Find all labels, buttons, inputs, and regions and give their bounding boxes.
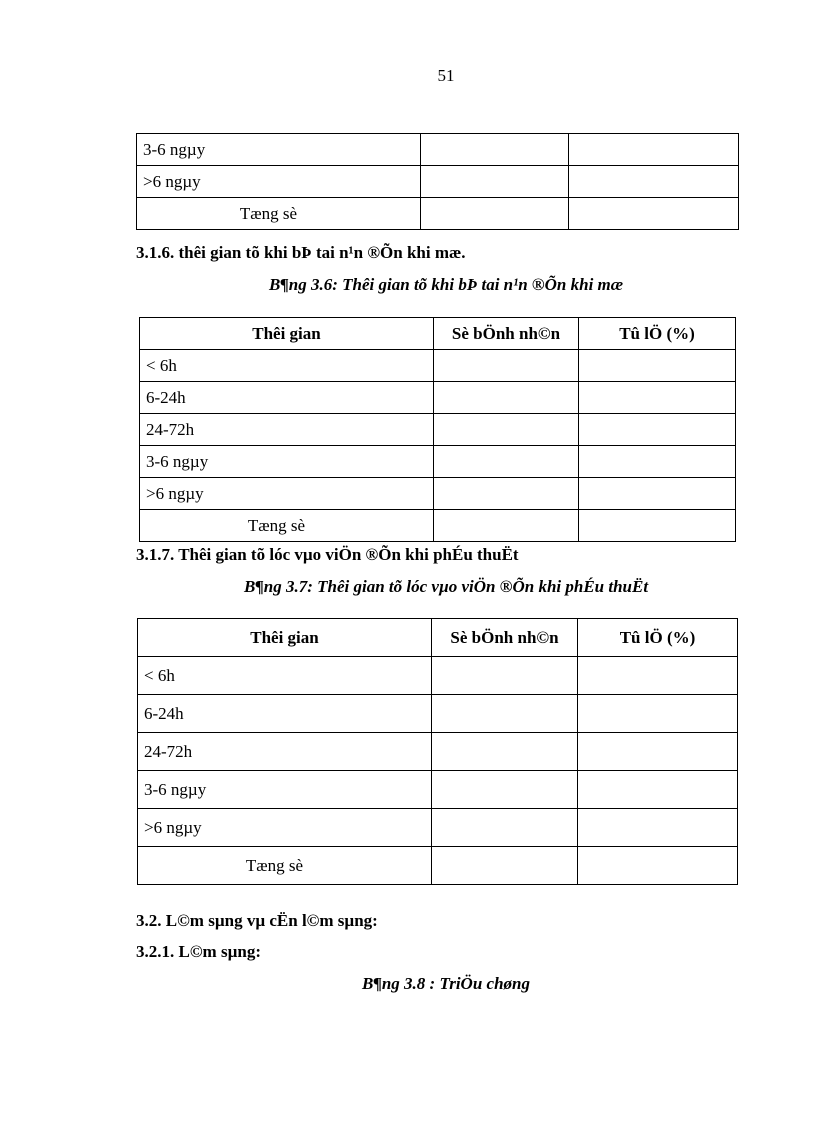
patients-cell: [434, 510, 579, 542]
section-3-1-7-heading: 3.1.7. Thêi gian tõ lóc vµo viÖn ®Õn khi phÉu thuËt: [136, 545, 519, 564]
row-label-cell: 3-6 ngµy: [140, 446, 434, 478]
patients-cell: [421, 134, 569, 166]
row-label-cell: >6 ngµy: [140, 478, 434, 510]
row-label-cell: >6 ngµy: [137, 166, 421, 198]
percent-cell: [579, 382, 736, 414]
percent-cell: [579, 414, 736, 446]
table-row: [137, 198, 739, 230]
patients-cell: [434, 446, 579, 478]
table-row: [140, 446, 736, 478]
row-label-cell: >6 ngµy: [138, 809, 432, 847]
percent-cell: [579, 510, 736, 542]
row-label-cell: Tæng sè: [137, 198, 421, 230]
section-3-2-1-heading: 3.2.1. L©m sµng:: [136, 942, 261, 961]
table-row: [140, 478, 736, 510]
table-row: [140, 350, 736, 382]
header-time: Thêi gian: [138, 619, 432, 657]
percent-cell: [578, 809, 738, 847]
row-label-cell: 3-6 ngµy: [138, 771, 432, 809]
table-3-6-caption: B¶ng 3.6: Thêi gian tõ khi bÞ tai n¹n ®Õn khi mæ: [268, 275, 624, 294]
percent-cell: [578, 771, 738, 809]
patients-cell: [421, 198, 569, 230]
row-label-cell: 6-24h: [138, 695, 432, 733]
patients-cell: [432, 695, 578, 733]
table-row: [138, 809, 738, 847]
percent-cell: [569, 134, 739, 166]
table-row: [137, 134, 739, 166]
row-label-cell: Tæng sè: [140, 510, 434, 542]
patients-cell: [421, 166, 569, 198]
section-3-1-6-heading: 3.1.6. thêi gian tõ khi bÞ tai n¹n ®Õn khi mæ.: [136, 243, 466, 262]
table-header-row: [140, 318, 736, 350]
percent-cell: [579, 478, 736, 510]
percent-cell: [578, 695, 738, 733]
section-3-2-heading: 3.2. L©m sµng vµ cËn l©m sµng:: [136, 911, 378, 930]
percent-cell: [578, 733, 738, 771]
table-3-7: [137, 618, 738, 885]
header-time: Thêi gian: [140, 318, 434, 350]
row-label-cell: 24-72h: [140, 414, 434, 446]
patients-cell: [434, 382, 579, 414]
percent-cell: [578, 657, 738, 695]
patients-cell: [434, 414, 579, 446]
table-3-8-caption: B¶ng 3.8 : TriÖu chøng: [362, 974, 530, 993]
table-row: [138, 733, 738, 771]
patients-cell: [432, 771, 578, 809]
patients-cell: [434, 478, 579, 510]
table-row: [140, 510, 736, 542]
table-row: [137, 166, 739, 198]
row-label-cell: < 6h: [140, 350, 434, 382]
percent-cell: [569, 166, 739, 198]
page-number: 51: [437, 66, 455, 85]
header-patients: Sè bÖnh nh©n: [434, 318, 579, 350]
row-label-cell: < 6h: [138, 657, 432, 695]
row-label-cell: Tæng sè: [138, 847, 432, 885]
percent-cell: [579, 350, 736, 382]
table-row: [140, 382, 736, 414]
percent-cell: [578, 847, 738, 885]
row-label-cell: 6-24h: [140, 382, 434, 414]
table-header-row: [138, 619, 738, 657]
percent-cell: [569, 198, 739, 230]
table-3-6: [139, 317, 736, 542]
patients-cell: [432, 657, 578, 695]
header-patients: Sè bÖnh nh©n: [432, 619, 578, 657]
header-percent: Tû lÖ (%): [578, 619, 738, 657]
row-label-cell: 24-72h: [138, 733, 432, 771]
table-3-7-caption: B¶ng 3.7: Thêi gian tõ lóc vµo viÖn ®Õn khi phÉu thuËt: [243, 577, 649, 596]
header-percent: Tû lÖ (%): [579, 318, 736, 350]
patients-cell: [434, 350, 579, 382]
table-row: [138, 695, 738, 733]
patients-cell: [432, 847, 578, 885]
patients-cell: [432, 733, 578, 771]
patients-cell: [432, 809, 578, 847]
table-continued: [136, 133, 739, 230]
table-row: [138, 847, 738, 885]
row-label-cell: 3-6 ngµy: [137, 134, 421, 166]
table-row: [140, 414, 736, 446]
table-row: [138, 771, 738, 809]
table-row: [138, 657, 738, 695]
percent-cell: [579, 446, 736, 478]
